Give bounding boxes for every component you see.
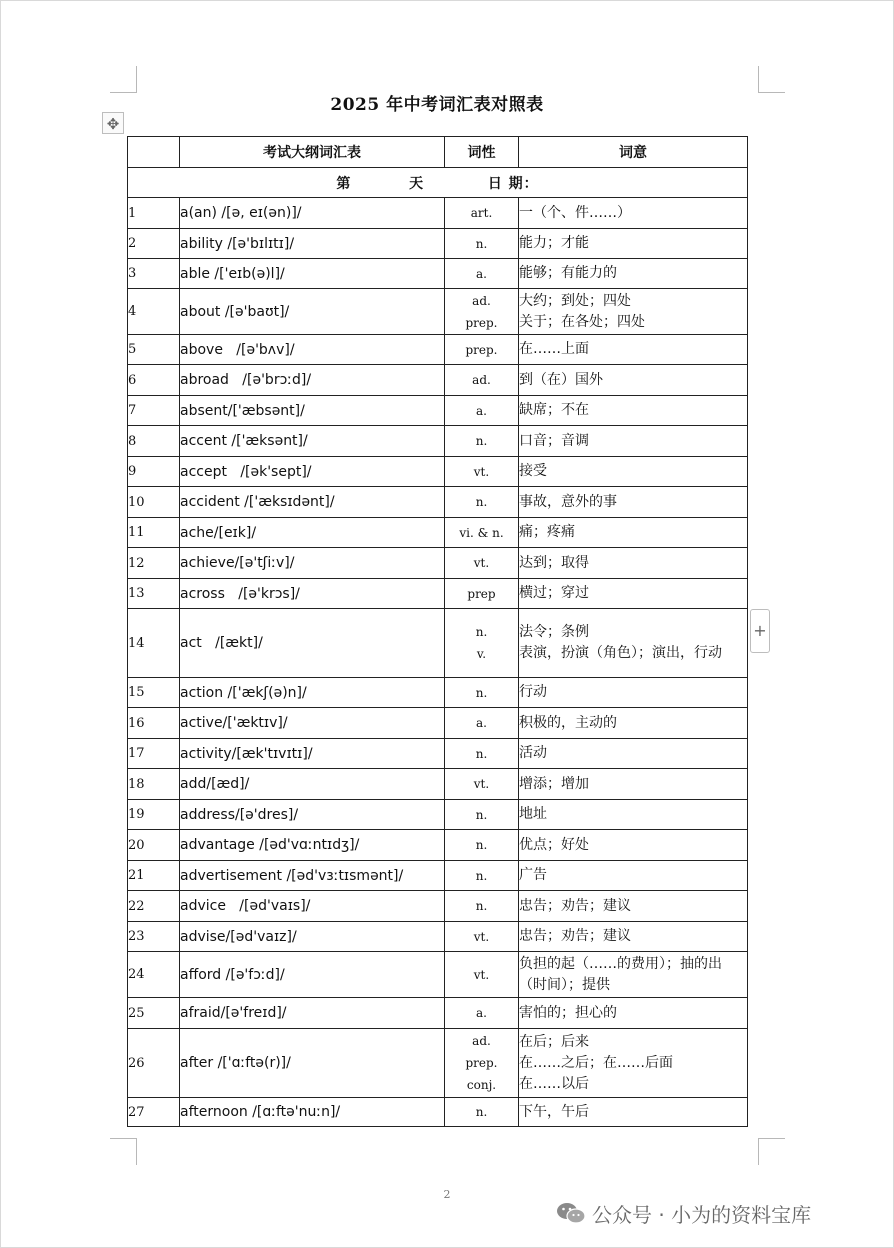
word-entry: afternoon /[ɑːftə'nuːn]/: [180, 1098, 445, 1127]
meaning-line: 在……之后；在……后面: [519, 1054, 673, 1071]
pos-line: ad.: [472, 293, 491, 308]
meaning-line: 忠告；劝告；建议: [519, 928, 631, 944]
watermark: [556, 1198, 811, 1228]
pos-line: prep.: [465, 1056, 498, 1070]
meaning: [519, 365, 748, 396]
part-of-speech: [445, 1098, 519, 1127]
table-row: [128, 229, 748, 259]
crop-mark-bottom-left: [110, 1138, 137, 1165]
row-number: 23: [128, 922, 180, 952]
pos-line: n.: [475, 746, 488, 761]
part-of-speech: [445, 891, 519, 922]
row-number: 7: [128, 396, 180, 426]
word-entry: advise/[əd'vaɪz]/: [180, 922, 445, 952]
part-of-speech: [445, 548, 519, 579]
word-entry: advice /[əd'vaɪs]/: [180, 891, 445, 922]
pos-line: n.: [475, 899, 488, 913]
meaning: [519, 548, 748, 579]
meaning-line: 在……以后: [519, 1075, 589, 1092]
row-number: 3: [128, 259, 180, 289]
crop-mark-top-right: [758, 66, 785, 93]
pos-line: prep.: [465, 315, 498, 330]
word-entry: abroad /[ə'brɔːd]/: [180, 365, 445, 396]
day-label-2: 天: [409, 175, 425, 192]
meaning: [519, 259, 748, 289]
meaning: [519, 426, 748, 457]
meaning: [519, 739, 748, 769]
crop-mark-bottom-right: [758, 1138, 785, 1165]
table-row: [128, 952, 748, 998]
pos-line: ad.: [472, 1034, 491, 1048]
page-number: 2: [443, 1188, 451, 1201]
meaning-line: 到（在）国外: [519, 371, 603, 388]
header-meaning: 词意: [519, 137, 748, 168]
meaning-line: 下午，午后: [519, 1103, 589, 1120]
row-number: 11: [128, 518, 180, 548]
table-row: [128, 426, 748, 457]
row-number: 16: [128, 708, 180, 739]
part-of-speech: [445, 769, 519, 800]
pos-line: vt.: [473, 777, 490, 791]
part-of-speech: [445, 579, 519, 609]
meaning-line: 活动: [519, 745, 547, 761]
row-number: 25: [128, 998, 180, 1029]
row-number: 24: [128, 952, 180, 998]
row-number: 10: [128, 487, 180, 518]
table-row: [128, 1098, 748, 1127]
meaning-line: 能够；有能力的: [519, 265, 617, 281]
word-entry: ache/[eɪk]/: [180, 518, 445, 548]
table-body: [128, 168, 748, 1127]
meaning: [519, 861, 748, 891]
table-row: [128, 891, 748, 922]
pos-line: vi. & n.: [459, 525, 504, 540]
day-label-1: 第: [336, 175, 352, 192]
word-entry: able /['eɪb(ə)l]/: [180, 259, 445, 289]
table-row: [128, 396, 748, 426]
part-of-speech: [445, 609, 519, 678]
word-entry: above /[ə'bʌv]/: [180, 335, 445, 365]
row-number: 4: [128, 289, 180, 335]
table-row: [128, 198, 748, 229]
header-pos: 词性: [445, 137, 519, 168]
row-number: 17: [128, 739, 180, 769]
part-of-speech: [445, 739, 519, 769]
word-entry: accident /['æksɪdənt]/: [180, 487, 445, 518]
plus-icon: +: [753, 621, 767, 640]
part-of-speech: [445, 800, 519, 830]
meaning-line: 一（个、件……）: [519, 204, 631, 221]
table-row: [128, 487, 748, 518]
crop-mark-top-left: [110, 66, 137, 93]
word-entry: across /[ə'krɔs]/: [180, 579, 445, 609]
header-num: [128, 137, 180, 168]
meaning: [519, 518, 748, 548]
watermark-text: 公众号 · 小为的资料宝库: [592, 1202, 812, 1227]
part-of-speech: [445, 198, 519, 229]
table-row: [128, 998, 748, 1029]
row-number: 14: [128, 609, 180, 678]
table-row: [128, 800, 748, 830]
table-row: [128, 289, 748, 335]
table-row: [128, 678, 748, 708]
meaning-line: 表演，扮演（角色）；演出，行动: [519, 645, 722, 661]
part-of-speech: [445, 708, 519, 739]
meaning-line: 在后；后来: [519, 1033, 589, 1050]
part-of-speech: [445, 1029, 519, 1098]
day-cell: [128, 168, 748, 198]
meaning-line: 缺席；不在: [519, 402, 589, 418]
part-of-speech: [445, 518, 519, 548]
table-header-row: [128, 137, 748, 168]
pos-line: n.: [475, 1105, 488, 1119]
table-row: [128, 579, 748, 609]
table-row: [128, 609, 748, 678]
meaning-line: 增添；增加: [519, 775, 589, 792]
part-of-speech: [445, 426, 519, 457]
row-number: 9: [128, 457, 180, 487]
meaning: [519, 922, 748, 952]
meaning: [519, 579, 748, 609]
meaning: [519, 952, 748, 998]
part-of-speech: [445, 229, 519, 259]
part-of-speech: [445, 396, 519, 426]
word-entry: achieve/[ə'tʃiːv]/: [180, 548, 445, 579]
row-number: 2: [128, 229, 180, 259]
row-number: 12: [128, 548, 180, 579]
word-entry: about /[ə'baʊt]/: [180, 289, 445, 335]
part-of-speech: [445, 487, 519, 518]
part-of-speech: [445, 861, 519, 891]
meaning-line: 忠告；劝告；建议: [519, 897, 631, 914]
row-number: 21: [128, 861, 180, 891]
word-entry: accent /['æksənt]/: [180, 426, 445, 457]
meaning: [519, 678, 748, 708]
meaning-line: 大约；到处；四处: [519, 292, 631, 309]
meaning: [519, 769, 748, 800]
row-number: 26: [128, 1029, 180, 1098]
pos-line: v.: [476, 647, 487, 661]
meaning: [519, 830, 748, 861]
row-number: 22: [128, 891, 180, 922]
meaning-line: 痛；疼痛: [519, 524, 575, 540]
meaning: [519, 609, 748, 678]
part-of-speech: [445, 952, 519, 998]
word-entry: advertisement /[əd'vɜːtɪsmənt]/: [180, 861, 445, 891]
word-entry: accept /[ək'sept]/: [180, 457, 445, 487]
row-number: 13: [128, 579, 180, 609]
meaning: [519, 396, 748, 426]
pos-line: a.: [476, 266, 487, 281]
vocabulary-table: [127, 136, 748, 1127]
meaning: [519, 229, 748, 259]
add-row-button[interactable]: [750, 609, 770, 653]
word-entry: afford /[ə'fɔːd]/: [180, 952, 445, 998]
pos-line: n.: [475, 434, 488, 448]
table-move-handle[interactable]: [102, 112, 124, 134]
row-number: 6: [128, 365, 180, 396]
table-row: [128, 518, 748, 548]
part-of-speech: [445, 335, 519, 365]
meaning: [519, 335, 748, 365]
table-row: [128, 708, 748, 739]
pos-line: vt.: [473, 464, 490, 479]
meaning-line: 负担的起（……的费用）；抽的出（时间）；提供: [519, 955, 722, 993]
pos-line: n.: [475, 838, 488, 852]
pos-line: vt.: [473, 967, 490, 982]
part-of-speech: [445, 457, 519, 487]
row-number: 1: [128, 198, 180, 229]
table-row: [128, 335, 748, 365]
meaning-line: 积极的，主动的: [519, 714, 617, 731]
word-entry: absent/['æbsənt]/: [180, 396, 445, 426]
table-row: [128, 365, 748, 396]
meaning-line: 达到；取得: [519, 554, 589, 571]
pos-line: vt.: [473, 556, 490, 570]
meaning-line: 法令；条例: [519, 624, 589, 640]
meaning-line: 接受: [519, 463, 547, 479]
row-number: 5: [128, 335, 180, 365]
part-of-speech: [445, 678, 519, 708]
pos-line: ad.: [472, 373, 491, 387]
meaning-line: 横过；穿过: [519, 585, 589, 601]
move-icon: ✥: [106, 115, 120, 133]
meaning-line: 害怕的；担心的: [519, 1004, 617, 1021]
pos-line: n.: [475, 807, 488, 822]
pos-line: a.: [476, 403, 487, 418]
table-row: [128, 259, 748, 289]
word-entry: after /['ɑːftə(r)]/: [180, 1029, 445, 1098]
meaning-line: 优点；好处: [519, 836, 589, 853]
table-row: [128, 457, 748, 487]
pos-line: conj.: [466, 1078, 497, 1092]
word-entry: add/[æd]/: [180, 769, 445, 800]
table-row: [128, 861, 748, 891]
table-row: [128, 739, 748, 769]
meaning-line: 事故，意外的事: [519, 493, 617, 510]
pos-line: art.: [470, 206, 493, 220]
row-number: 27: [128, 1098, 180, 1127]
meaning-line: 地址: [519, 806, 547, 822]
pos-line: n.: [475, 495, 488, 509]
word-entry: act /[ækt]/: [180, 609, 445, 678]
meaning: [519, 800, 748, 830]
meaning: [519, 198, 748, 229]
word-entry: a(an) /[ə, eɪ(ən)]/: [180, 198, 445, 229]
meaning-line: 关于；在各处；四处: [519, 313, 645, 330]
word-entry: activity/[æk'tɪvɪtɪ]/: [180, 739, 445, 769]
row-number: 20: [128, 830, 180, 861]
part-of-speech: [445, 259, 519, 289]
day-row: [128, 168, 748, 198]
meaning: [519, 998, 748, 1029]
wechat-logo-icon: [556, 1201, 586, 1225]
word-entry: afraid/[ə'freɪd]/: [180, 998, 445, 1029]
part-of-speech: [445, 830, 519, 861]
part-of-speech: [445, 998, 519, 1029]
table-row: [128, 1029, 748, 1098]
page-title: 2025 年中考词汇表对照表: [330, 95, 544, 115]
row-number: 8: [128, 426, 180, 457]
table-row: [128, 830, 748, 861]
row-number: 18: [128, 769, 180, 800]
row-number: 19: [128, 800, 180, 830]
meaning: [519, 487, 748, 518]
meaning-line: 口音；音调: [519, 432, 589, 449]
pos-line: n.: [475, 236, 488, 251]
part-of-speech: [445, 922, 519, 952]
day-label-3: 日 期：: [487, 175, 539, 192]
meaning-line: 在……上面: [519, 341, 589, 357]
word-entry: active/['æktɪv]/: [180, 708, 445, 739]
table-row: [128, 548, 748, 579]
meaning: [519, 891, 748, 922]
meaning: [519, 708, 748, 739]
pos-line: n.: [475, 625, 488, 639]
word-entry: address/[ə'dres]/: [180, 800, 445, 830]
word-entry: advantage /[əd'vɑːntɪdʒ]/: [180, 830, 445, 861]
pos-line: a.: [476, 1006, 487, 1020]
meaning: [519, 1098, 748, 1127]
meaning: [519, 457, 748, 487]
table-row: [128, 922, 748, 952]
pos-line: n.: [475, 685, 488, 700]
meaning-line: 行动: [519, 684, 547, 700]
meaning: [519, 1029, 748, 1098]
meaning: [519, 289, 748, 335]
header-word: 考试大纲词汇表: [180, 137, 445, 168]
pos-line: prep: [467, 586, 496, 601]
pos-line: prep.: [465, 342, 498, 357]
pos-line: n.: [475, 868, 488, 883]
row-number: 15: [128, 678, 180, 708]
word-entry: action /['ækʃ(ə)n]/: [180, 678, 445, 708]
word-entry: ability /[ə'bɪlɪtɪ]/: [180, 229, 445, 259]
meaning-line: 广告: [519, 867, 547, 883]
pos-line: a.: [476, 716, 487, 730]
meaning-line: 能力；才能: [519, 235, 589, 251]
pos-line: vt.: [473, 929, 490, 944]
table-row: [128, 769, 748, 800]
part-of-speech: [445, 365, 519, 396]
part-of-speech: [445, 289, 519, 335]
